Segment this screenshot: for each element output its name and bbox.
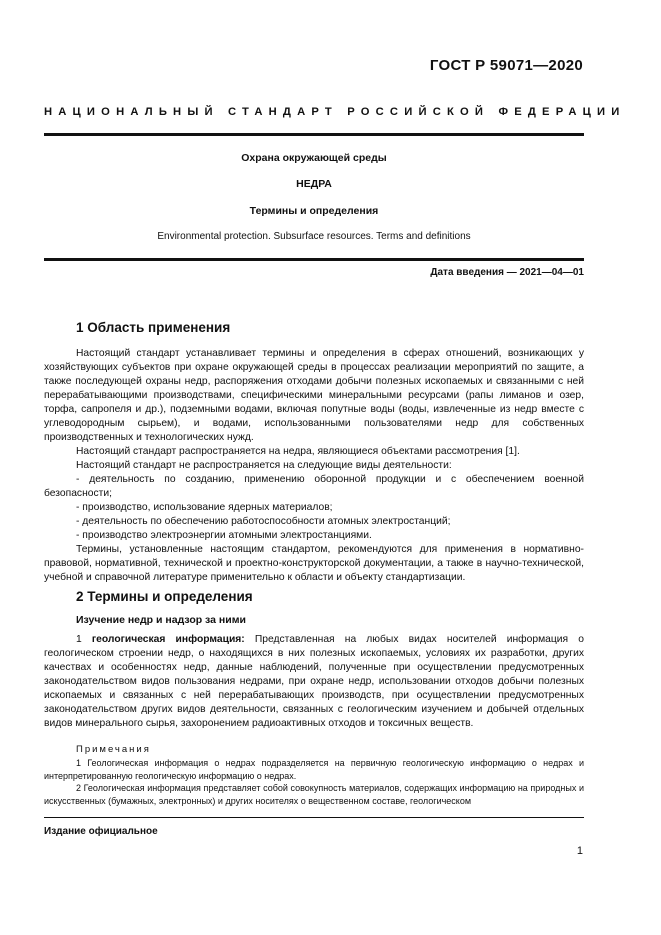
title-subject: НЕДРА — [296, 178, 332, 190]
national-standard-title: НАЦИОНАЛЬНЫЙ СТАНДАРТ РОССИЙСКОЙ ФЕДЕРАЦИИ — [44, 106, 626, 118]
note-item: 2 Геологическая информация представляет собой совокупность материалов, содержащих информацию на природных и искусственных (бумажных, электронных) и других носителях о вещественном составе, геологическом — [44, 783, 584, 806]
section-2-heading: 2 Термины и определения — [76, 589, 253, 604]
term-definition: Представленная на любых видах носителей информация о геологическом строении недр, о находящихся в них полезных ископаемых, условиях их разработки, других качествах и особенностях недр, данные наблюдений, полученные при осуществлении предусмотренных законодательством видов пользования недрами, при охране недр, использовании отходов добычи полезных ископаемых и связанных с ней перерабатывающих производств, при осуществлении предусмотренных законодательством других видов деятельности, связанных с геологическим изучением и добычей отдельных видов минерального сырья, захоронением радиоактивных отходов и токсичных веществ. — [44, 634, 584, 729]
paragraph: Термины, установленные настоящим стандартом, рекомендуются для применения в нормативно-правовой, нормативной, технической и проектно-конструкторской документации, а также в научно-технической, учебной и справочной литературе применительно к области и объекту стандартизации. — [44, 544, 584, 583]
page-number: 1 — [576, 845, 583, 857]
note-item: 1 Геологическая информация о недрах подразделяется на первичную геологическую информацию о недрах и интерпретированную геологическую информацию о недрах. — [44, 758, 584, 781]
term-number: 1 — [76, 634, 82, 645]
term-entry — [44, 633, 584, 731]
paragraph: Настоящий стандарт устанавливает термины и определения в сферах отношений, возникающих у хозяйствующих субъектов при охране окружающей среды в процессах реализации мероприятий по защите, а также последующей охраны недр, распоряжения отходами добычи полезных ископаемых и связанными с ней перерабатывающими производствами, специфическими минеральными ресурсами (рапы лиманов и озер, торфа, сапропеля и др.), подземными водами, включая попутные воды (воды, извлеченные из недр вместе с углеводородным сырьем), и водами, использованными пользователями недр для собственных производственных и технологических нужд. — [44, 348, 584, 443]
notes-heading: Примечания — [76, 744, 151, 755]
list-item: - производство, использование ядерных материалов; — [76, 502, 333, 513]
title-area: Охрана окружающей среды — [241, 152, 387, 164]
list-item: - деятельность по созданию, применению оборонной продукции и с обеспечением военной безопасности; — [44, 474, 584, 499]
list-item: - деятельность по обеспечению работоспособности атомных электростанций; — [76, 516, 451, 527]
edition-label: Издание официальное — [44, 826, 158, 837]
section-1-body — [44, 347, 584, 585]
term-name: геологическая информация: — [91, 634, 245, 645]
subsection-heading: Изучение недр и надзор за ними — [76, 614, 246, 626]
list-item: - производство электроэнергии атомными электростанциями. — [76, 530, 372, 541]
header-rule — [44, 133, 584, 136]
section-1-heading: 1 Область применения — [76, 320, 231, 335]
standard-code: ГОСТ Р 59071—2020 — [429, 57, 583, 74]
footer-rule — [44, 817, 584, 818]
title-kind: Термины и определения — [249, 205, 379, 217]
title-rule — [44, 258, 584, 261]
notes — [44, 757, 584, 807]
paragraph: Настоящий стандарт распространяется на недра, являющиеся объектами рассмотрения [1]. — [76, 446, 520, 457]
title-english: Environmental protection. Subsurface resources. Terms and definitions — [157, 231, 471, 242]
paragraph: Настоящий стандарт не распространяется на следующие виды деятельности: — [76, 460, 452, 471]
introduction-date: Дата введения — 2021—04—01 — [430, 267, 584, 278]
